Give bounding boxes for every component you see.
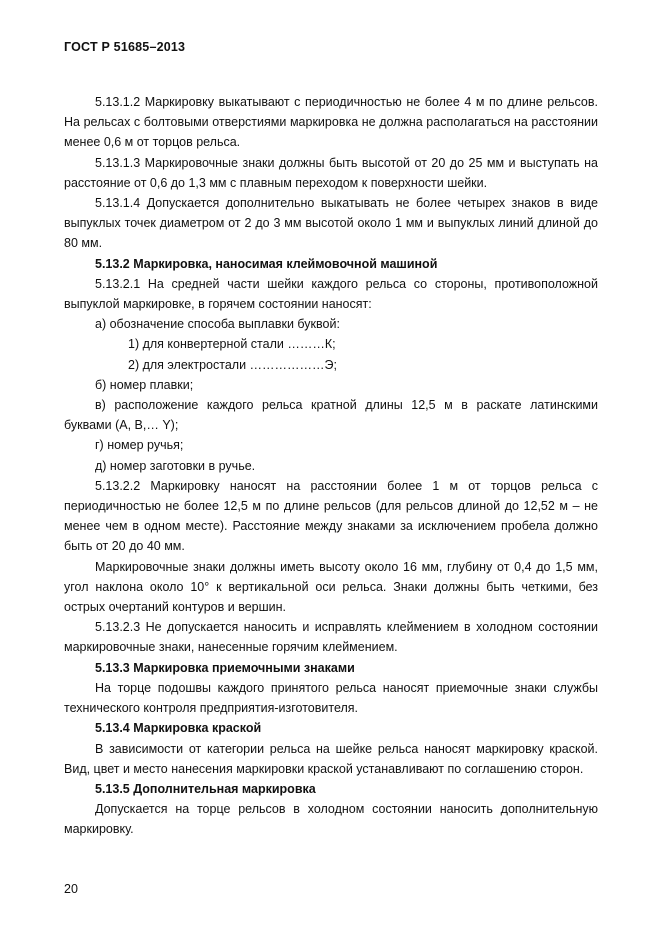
paragraph-5-13-2-3: 5.13.2.3 Не допускается наносить и исправлять клеймением в холодном состоянии маркировочные знаки, нанесенные горячим клеймением.	[64, 620, 598, 655]
section-heading-5-13-4: 5.13.4 Маркировка краской	[95, 721, 262, 736]
list-item-a: а) обозначение способа выплавки буквой:	[95, 317, 340, 332]
paragraph-acceptance-marks: На торце подошвы каждого принятого рельса наносят приемочные знаки службы технического контроля предприятия-изготовителя.	[64, 680, 598, 716]
paragraph-5-13-2-2: 5.13.2.2 Маркировку наносят на расстоянии более 1 м от торцов рельса с периодичностью не более 12,5 м по длине рельсов (для рельсов длиной до 12,52 м – не менее чем в одном месте). Расстояние между знаками за исключением пробела должно быть от 20 до 40 мм.	[64, 478, 598, 554]
list-item-v: в) расположение каждого рельса кратной длины 12,5 м в раскате латинскими буквами (А, В,… Y);	[64, 398, 598, 433]
paragraph-5-13-1-2: 5.13.1.2 Маркировку выкатывают с периодичностью не более 4 м по длине рельсов. На рельсах с болтовыми отверстиями маркировка не должна располагаться на расстоянии менее 0,6 м от торцов рельса.	[64, 95, 598, 150]
section-heading-5-13-3: 5.13.3 Маркировка приемочными знаками	[95, 660, 355, 675]
paragraph-5-13-2-1: 5.13.2.1 На средней части шейки каждого рельса со стороны, противоположной выпуклой маркировке, в горячем состоянии наносят:	[64, 276, 598, 312]
list-item-g: г) номер ручья;	[95, 438, 184, 453]
paragraph-5-13-1-3: 5.13.1.3 Маркировочные знаки должны быть высотой от 20 до 25 мм и выступать на расстояние от 0,6 до 1,3 мм с плавным переходом к поверхности шейки.	[64, 155, 598, 190]
page-number: 20	[64, 882, 78, 896]
list-subitem-1: 1) для конвертерной стали ………К;	[128, 337, 336, 352]
page-body	[64, 92, 598, 840]
paragraph-5-13-1-4: 5.13.1.4 Допускается дополнительно выкатывать не более четырех знаков в виде выпуклых точек диаметром от 2 до 3 мм высотой около 1 мм и выпуклых линий длиной до 80 мм.	[64, 196, 598, 251]
list-item-b: б) номер плавки;	[95, 377, 194, 392]
section-heading-5-13-2: 5.13.2 Маркировка, наносимая клеймовочной машиной	[95, 256, 438, 271]
paragraph-additional-marking: Допускается на торце рельсов в холодном состоянии наносить дополнительную маркировку.	[64, 802, 598, 837]
paragraph-marking-signs: Маркировочные знаки должны иметь высоту около 16 мм, глубину от 0,4 до 1,5 мм, угол наклона около 10° к вертикальной оси рельса. Знаки должны быть четкими, без острых очертаний контуров и вершин.	[64, 559, 598, 615]
section-heading-5-13-5: 5.13.5 Дополнительная маркировка	[95, 781, 316, 796]
list-item-d: д) номер заготовки в ручье.	[95, 458, 256, 473]
document-header: ГОСТ Р 51685–2013	[64, 40, 186, 54]
paragraph-paint-marking: В зависимости от категории рельса на шейке рельса наносят маркировку краской. Вид, цвет и место нанесения маркировки краской устанавливают по соглашению сторон.	[64, 741, 598, 776]
list-subitem-2: 2) для электростали ………………Э;	[128, 357, 337, 372]
